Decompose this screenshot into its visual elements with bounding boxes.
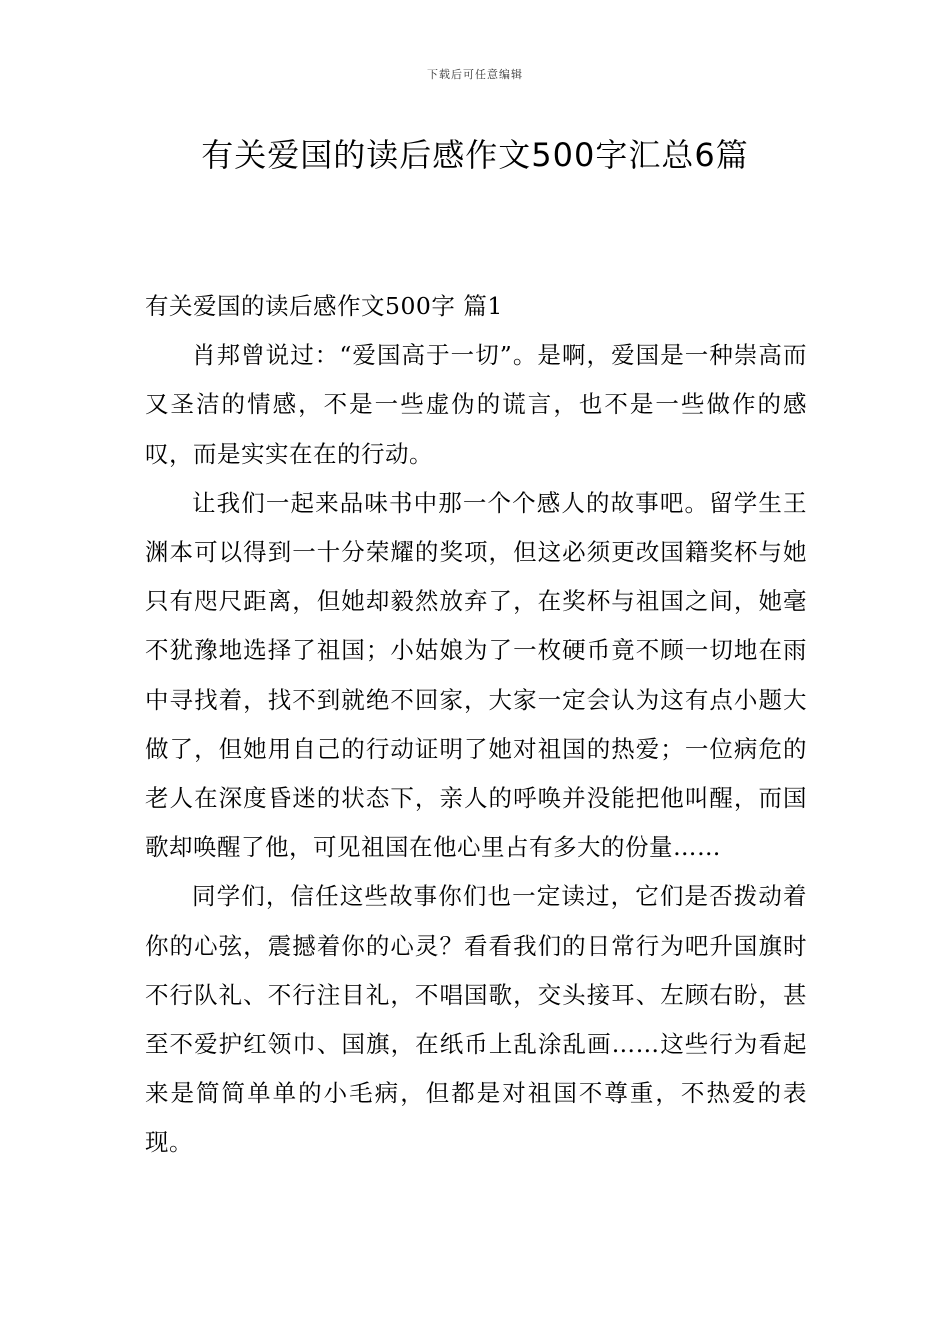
paragraph: 让我们一起来品味书中那一个个感人的故事吧。留学生王渊本可以得到一十分荣耀的奖项，但这必须更改国籍奖杯与她只有咫尺距离，但她却毅然放弃了，在奖杯与祖国之间，她毫不犹豫地选择了祖国；小姑娘为了一枚硬币竟不顾一切地在雨中寻找着，找不到就绝不回家，大家一定会认为这有点小题大做了，但她用自己的行动证明了她对祖国的热爱；一位病危的老人在深度昏迷的状态下，亲人的呼唤并没能把他叫醒，而国歌却唤醒了他，可见祖国在他心里占有多大的份量…… — [145, 488, 807, 862]
document-title: 有关爱国的读后感作文500字汇总6篇 — [201, 136, 749, 174]
paragraph: 肖邦曾说过：“爱国高于一切”。是啊，爱国是一种崇高而又圣洁的情感，不是一些虚伪的谎言，也不是一些做作的感叹，而是实实在在的行动。 — [145, 341, 807, 468]
section-heading: 有关爱国的读后感作文500字 篇1 — [145, 292, 503, 320]
header-note: 下载后可任意编辑 — [427, 68, 523, 81]
paragraph: 同学们，信任这些故事你们也一定读过，它们是否拨动着你的心弦，震撼着你的心灵？看看我们的日常行为吧升国旗时不行队礼、不行注目礼，不唱国歌，交头接耳、左顾右盼，甚至不爱护红领巾、国旗，在纸币上乱涂乱画……这些行为看起来是简简单单的小毛病，但都是对祖国不尊重，不热爱的表现。 — [145, 882, 807, 1157]
document-body — [145, 282, 807, 1168]
